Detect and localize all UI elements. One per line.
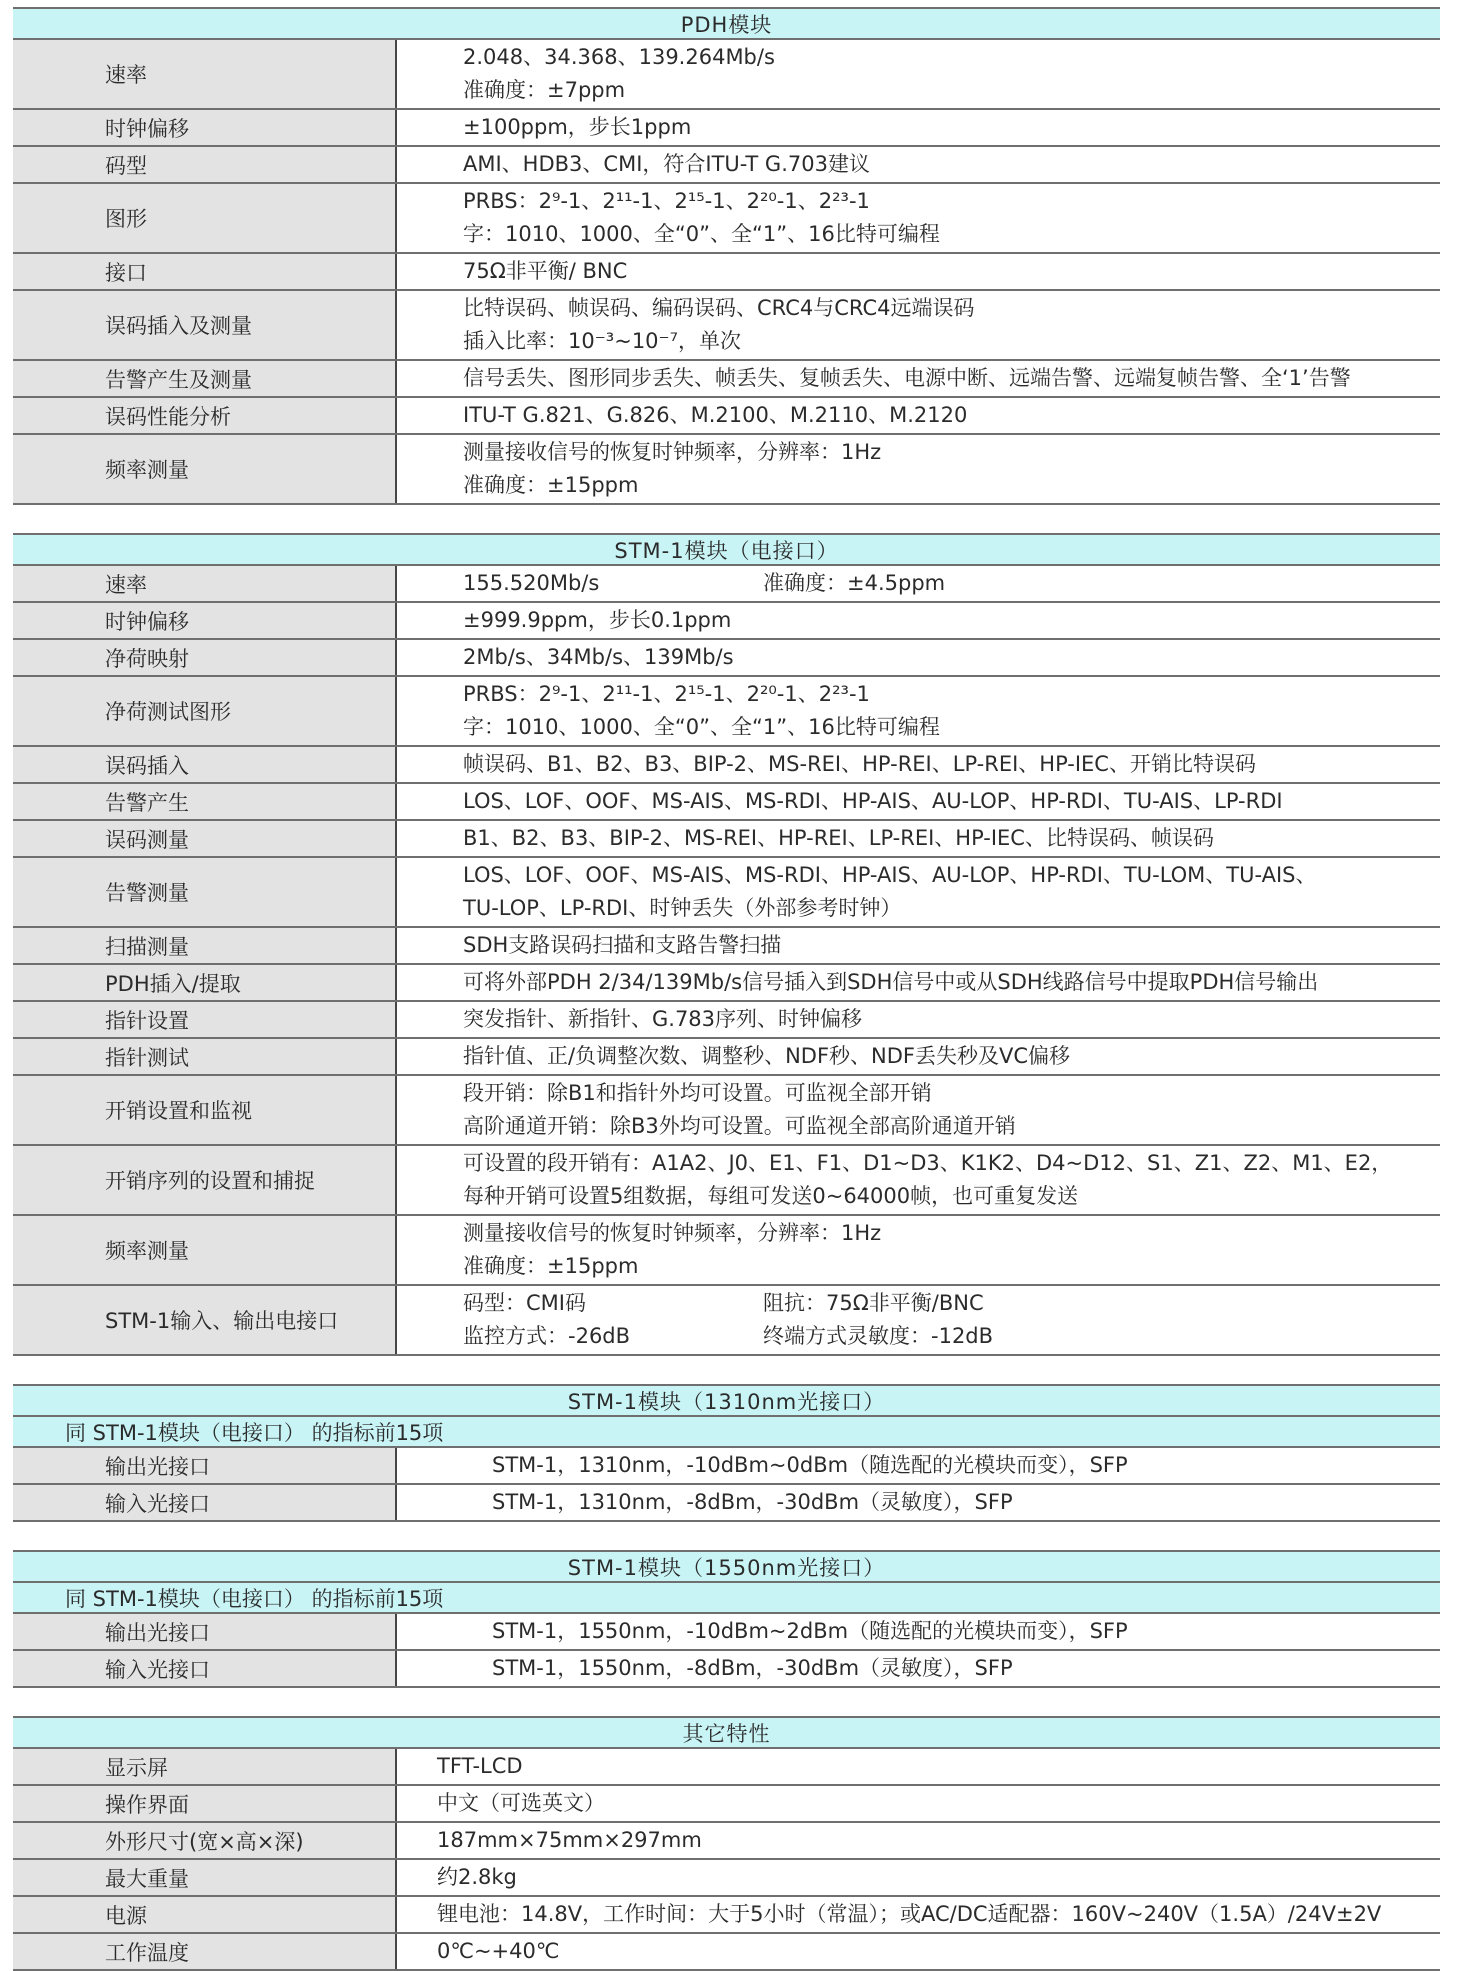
- value-line: LOS、LOF、OOF、MS-AIS、MS-RDI、HP-AIS、AU-LOP、HP-RDI、TU-AIS、LP-RDI: [463, 789, 1283, 813]
- table-row: [13, 821, 1440, 858]
- row-label: PDH插入/提取: [13, 965, 397, 1000]
- value-line: 插入比率：10⁻³~10⁻⁷，单次: [463, 329, 742, 353]
- table-row: [13, 965, 1440, 1002]
- table-row: [13, 1146, 1440, 1216]
- row-value: [397, 640, 1440, 675]
- row-value: [397, 821, 1440, 856]
- row-value: [397, 291, 1440, 359]
- value-line: 锂电池：14.8V，工作时间：大于5小时（常温）；或AC/DC适配器：160V~240V（1.5A）/24V±2V: [437, 1902, 1382, 1926]
- row-label: 输出光接口: [13, 1448, 397, 1483]
- row-label: 速率: [13, 566, 397, 601]
- row-label: 净荷映射: [13, 640, 397, 675]
- value-line: TFT-LCD: [437, 1754, 523, 1778]
- value-line: ±999.9ppm，步长0.1ppm: [463, 608, 732, 632]
- table-row: [13, 566, 1440, 603]
- value-col: 阻抗：75Ω非平衡/BNC: [763, 1291, 984, 1315]
- stm1-1550nm-table: [13, 1550, 1440, 1688]
- value-line: ±100ppm，步长1ppm: [463, 115, 692, 139]
- other-characteristics-table: [13, 1716, 1440, 1971]
- row-value: [397, 435, 1440, 503]
- row-label: 指针测试: [13, 1039, 397, 1074]
- row-label: 显示屏: [13, 1749, 397, 1784]
- value-line: 信号丢失、图形同步丢失、帧丢失、复帧丢失、电源中断、远端告警、远端复帧告警、全‘1’告警: [463, 366, 1351, 390]
- table-row: [13, 1749, 1440, 1786]
- table-row: [13, 1216, 1440, 1286]
- value-col: 监控方式：-26dB: [463, 1324, 631, 1348]
- row-label: 接口: [13, 254, 397, 289]
- row-value: [397, 1823, 1440, 1858]
- row-value: [397, 1216, 1440, 1284]
- value-line: AMI、HDB3、CMI，符合ITU-T G.703建议: [463, 152, 870, 176]
- value-line: SDH支路误码扫描和支路告警扫描: [463, 933, 782, 957]
- table-row: [13, 1860, 1440, 1897]
- row-label: 净荷测试图形: [13, 677, 397, 745]
- table-title: STM-1模块（1310nm光接口）: [13, 1386, 1440, 1417]
- row-label: 输入光接口: [13, 1651, 397, 1686]
- row-label: 频率测量: [13, 1216, 397, 1284]
- table-row: [13, 40, 1440, 110]
- row-value: [397, 1448, 1440, 1483]
- value-line: 0℃~+40℃: [437, 1939, 560, 1963]
- row-label: 误码插入: [13, 747, 397, 782]
- row-value: [397, 1749, 1440, 1784]
- row-label: 误码插入及测量: [13, 291, 397, 359]
- table-row: [13, 1286, 1440, 1356]
- row-value: [397, 40, 1440, 108]
- row-value: [397, 858, 1440, 926]
- table-note: 同 STM-1模块（电接口） 的指标前15项: [13, 1417, 1440, 1448]
- row-label: 外形尺寸(宽×高×深): [13, 1823, 397, 1858]
- value-line: PRBS：2⁹-1、2¹¹-1、2¹⁵-1、2²⁰-1、2²³-1: [463, 189, 870, 213]
- table-row: [13, 184, 1440, 254]
- value-line: 高阶通道开销：除B3外均可设置。可监视全部高阶通道开销: [463, 1114, 1016, 1138]
- row-label: 告警测量: [13, 858, 397, 926]
- table-row: [13, 1002, 1440, 1039]
- value-line: 准确度：±15ppm: [463, 473, 639, 497]
- table-row: [13, 1786, 1440, 1823]
- table-row: [13, 784, 1440, 821]
- row-value: [397, 1614, 1440, 1649]
- row-label: 扫描测量: [13, 928, 397, 963]
- value-line: 字：1010、1000、全“0”、全“1”、16比特可编程: [463, 222, 940, 246]
- table-row: [13, 291, 1440, 361]
- value-line: STM-1，1310nm，-8dBm，-30dBm（灵敏度），SFP: [492, 1490, 1013, 1514]
- table-row: [13, 110, 1440, 147]
- row-label: 码型: [13, 147, 397, 182]
- row-label: 工作温度: [13, 1934, 397, 1969]
- row-value: [397, 784, 1440, 819]
- value-line: 2.048、34.368、139.264Mb/s: [463, 45, 775, 69]
- table-row: [13, 677, 1440, 747]
- row-label: 输出光接口: [13, 1614, 397, 1649]
- table-title: 其它特性: [13, 1718, 1440, 1749]
- row-value: [397, 1897, 1440, 1932]
- value-line: 约2.8kg: [437, 1865, 517, 1889]
- table-row: [13, 398, 1440, 435]
- row-value: [397, 1485, 1440, 1520]
- table-row: [13, 361, 1440, 398]
- value-line: LOS、LOF、OOF、MS-AIS、MS-RDI、HP-AIS、AU-LOP、HP-RDI、TU-LOM、TU-AIS、: [463, 863, 1317, 887]
- value-line: 准确度：±7ppm: [463, 78, 626, 102]
- pdh-module-table: [13, 7, 1440, 505]
- value-line: B1、B2、B3、BIP-2、MS-REI、HP-REI、LP-REI、HP-IEC、比特误码、帧误码: [463, 826, 1214, 850]
- value-line: STM-1，1310nm，-10dBm~0dBm（随选配的光模块而变），SFP: [492, 1453, 1128, 1477]
- value-line: 可将外部PDH 2/34/139Mb/s信号插入到SDH信号中或从SDH线路信号中提取PDH信号输出: [463, 970, 1319, 994]
- value-col: 终端方式灵敏度：-12dB: [763, 1324, 994, 1348]
- table-title: PDH模块: [13, 9, 1440, 40]
- row-label: 告警产生: [13, 784, 397, 819]
- value-line: [463, 1287, 1434, 1320]
- row-label: 速率: [13, 40, 397, 108]
- value-line: STM-1，1550nm，-8dBm，-30dBm（灵敏度），SFP: [492, 1656, 1013, 1680]
- table-note: 同 STM-1模块（电接口） 的指标前15项: [13, 1583, 1440, 1614]
- table-row: [13, 147, 1440, 184]
- row-value: [397, 677, 1440, 745]
- row-value: [397, 566, 1440, 601]
- value-line: 测量接收信号的恢复时钟频率，分辨率：1Hz: [463, 1221, 882, 1245]
- value-line: 指针值、正/负调整次数、调整秒、NDF秒、NDF丢失秒及VC偏移: [463, 1044, 1071, 1068]
- row-value: [397, 398, 1440, 433]
- row-label: 最大重量: [13, 1860, 397, 1895]
- row-label: 告警产生及测量: [13, 361, 397, 396]
- value-line: 每种开销可设置5组数据，每组可发送0~64000帧，也可重复发送: [463, 1184, 1079, 1208]
- row-label: 电源: [13, 1897, 397, 1932]
- table-row: [13, 928, 1440, 965]
- row-value: [397, 1651, 1440, 1686]
- row-value: [397, 147, 1440, 182]
- row-value: [397, 747, 1440, 782]
- value-line: 75Ω非平衡/ BNC: [463, 259, 628, 283]
- table-title: STM-1模块（电接口）: [13, 535, 1440, 566]
- value-col: 155.520Mb/s: [463, 571, 600, 595]
- table-row: [13, 1897, 1440, 1934]
- row-value: [397, 110, 1440, 145]
- row-label: 误码性能分析: [13, 398, 397, 433]
- stm1-electrical-table: [13, 533, 1440, 1356]
- value-line: 字：1010、1000、全“0”、全“1”、16比特可编程: [463, 715, 940, 739]
- row-value: [397, 1786, 1440, 1821]
- row-value: [397, 361, 1440, 396]
- value-col: 码型：CMI码: [463, 1291, 586, 1315]
- row-label: STM-1输入、输出电接口: [13, 1286, 397, 1354]
- row-value: [397, 1934, 1440, 1969]
- table-row: [13, 640, 1440, 677]
- value-line: 段开销：除B1和指针外均可设置。可监视全部开销: [463, 1081, 932, 1105]
- row-value: [397, 1286, 1440, 1354]
- row-value: [397, 1860, 1440, 1895]
- row-label: 输入光接口: [13, 1485, 397, 1520]
- value-line: 可设置的段开销有：A1A2、J0、E1、F1、D1~D3、K1K2、D4~D12、S1、Z1、Z2、M1、E2，: [463, 1151, 1393, 1175]
- value-col: 准确度：±4.5ppm: [763, 571, 946, 595]
- row-value: [397, 254, 1440, 289]
- row-label: 频率测量: [13, 435, 397, 503]
- row-label: 开销序列的设置和捕捉: [13, 1146, 397, 1214]
- table-row: [13, 1614, 1440, 1651]
- row-label: 指针设置: [13, 1002, 397, 1037]
- value-line: PRBS：2⁹-1、2¹¹-1、2¹⁵-1、2²⁰-1、2²³-1: [463, 682, 870, 706]
- row-value: [397, 603, 1440, 638]
- table-row: [13, 1934, 1440, 1971]
- row-value: [397, 928, 1440, 963]
- row-label: 图形: [13, 184, 397, 252]
- table-row: [13, 1651, 1440, 1688]
- row-value: [397, 965, 1440, 1000]
- value-line: ITU-T G.821、G.826、M.2100、M.2110、M.2120: [463, 403, 968, 427]
- value-line: 测量接收信号的恢复时钟频率，分辨率：1Hz: [463, 440, 882, 464]
- stm1-1310nm-table: [13, 1384, 1440, 1522]
- table-row: [13, 858, 1440, 928]
- table-row: [13, 1039, 1440, 1076]
- table-row: [13, 1448, 1440, 1485]
- table-row: [13, 747, 1440, 784]
- value-line: TU-LOP、LP-RDI、时钟丢失（外部参考时钟）: [463, 896, 902, 920]
- row-label: 误码测量: [13, 821, 397, 856]
- row-value: [397, 1002, 1440, 1037]
- value-line: 突发指针、新指针、G.783序列、时钟偏移: [463, 1007, 863, 1031]
- table-row: [13, 1485, 1440, 1522]
- value-line: 准确度：±15ppm: [463, 1254, 639, 1278]
- value-line: 中文（可选英文）: [437, 1791, 605, 1815]
- row-label: 时钟偏移: [13, 110, 397, 145]
- row-value: [397, 1039, 1440, 1074]
- value-line: [463, 1320, 1434, 1353]
- table-row: [13, 1823, 1440, 1860]
- value-line: 2Mb/s、34Mb/s、139Mb/s: [463, 645, 734, 669]
- value-line: [463, 567, 1434, 600]
- row-label: 操作界面: [13, 1786, 397, 1821]
- value-line: STM-1，1550nm，-10dBm~2dBm（随选配的光模块而变），SFP: [492, 1619, 1128, 1643]
- row-value: [397, 1076, 1440, 1144]
- table-row: [13, 603, 1440, 640]
- row-label: 时钟偏移: [13, 603, 397, 638]
- value-line: 比特误码、帧误码、编码误码、CRC4与CRC4远端误码: [463, 296, 975, 320]
- row-label: 开销设置和监视: [13, 1076, 397, 1144]
- table-row: [13, 435, 1440, 505]
- table-title: STM-1模块（1550nm光接口）: [13, 1552, 1440, 1583]
- row-value: [397, 184, 1440, 252]
- value-line: 帧误码、B1、B2、B3、BIP-2、MS-REI、HP-REI、LP-REI、HP-IEC、开销比特误码: [463, 752, 1256, 776]
- value-line: 187mm×75mm×297mm: [437, 1828, 702, 1852]
- table-row: [13, 1076, 1440, 1146]
- row-value: [397, 1146, 1440, 1214]
- table-row: [13, 254, 1440, 291]
